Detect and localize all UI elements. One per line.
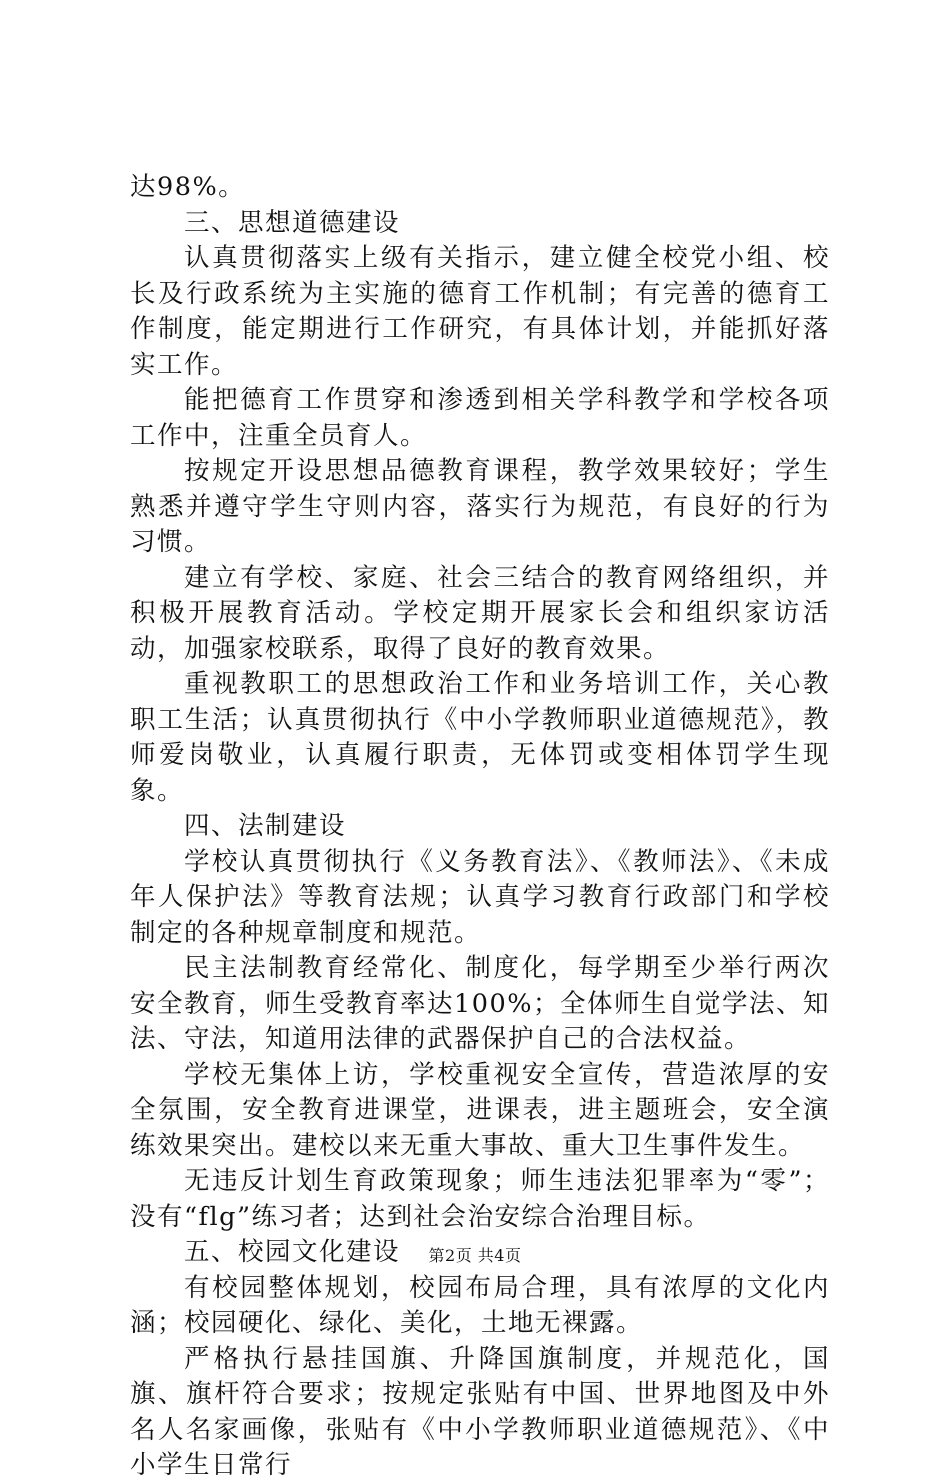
paragraph: 建立有学校、家庭、社会三结合的教育网络组织，并积极开展教育活动。学校定期开展家长会和组织家访活动，加强家校联系，取得了良好的教育效果。 <box>130 562 830 664</box>
paragraph: 民主法制教育经常化、制度化，每学期至少举行两次安全教育，师生受教育率达100%；全体师生自觉学法、知法、守法，知道用法律的武器保护自己的合法权益。 <box>130 953 830 1054</box>
paragraph: 能把德育工作贯穿和渗透到相关学科教学和学校各项工作中，注重全员育人。 <box>130 385 830 451</box>
section-heading-legal-building: 四、法制建设 <box>184 811 347 841</box>
page-number-footer: 第2页 共4页 <box>428 1246 522 1265</box>
paragraph-continuation: 达98%。 <box>130 172 246 202</box>
paragraph: 严格执行悬挂国旗、升降国旗制度，并规范化，国旗、旗杆符合要求；按规定张贴有中国、世界地图及中外名人名家画像，张贴有《中小学教师职业道德规范》、《中小学生日常行 <box>130 1343 830 1480</box>
paragraph: 有校园整体规划，校园布局合理，具有浓厚的文化内涵；校园硬化、绿化、美化，土地无裸露。 <box>130 1272 830 1338</box>
section-heading-campus-culture: 五、校园文化建设 <box>184 1237 401 1267</box>
paragraph: 重视教职工的思想政治工作和业务培训工作，关心教职工生活；认真贯彻执行《中小学教师职业道德规范》，教师爱岗敬业，认真履行职责，无体罚或变相体罚学生现象。 <box>130 669 830 806</box>
document-body <box>130 170 830 1484</box>
section-heading-moral-building: 三、思想道德建设 <box>184 207 401 238</box>
paragraph: 学校认真贯彻执行《义务教育法》、《教师法》、《未成年人保护法》等教育法规；认真学习教育行政部门和学校制定的各种规章制度和规范。 <box>130 846 830 948</box>
paragraph: 学校无集体上访，学校重视安全宣传，营造浓厚的安全氛围，安全教育进课堂，进课表，进主题班会，安全演练效果突出。建校以来无重大事故、重大卫生事件发生。 <box>130 1059 830 1161</box>
paragraph: 认真贯彻落实上级有关指示，建立健全校党小组、校长及行政系统为主实施的德育工作机制；有完善的德育工作制度，能定期进行工作研究，有具体计划，并能抓好落实工作。 <box>130 243 830 380</box>
paragraph: 无违反计划生育政策现象；师生违法犯罪率为“零”；没有“flg”练习者；达到社会治安综合治理目标。 <box>130 1166 830 1232</box>
paragraph: 按规定开设思想品德教育课程，教学效果较好；学生熟悉并遵守学生守则内容，落实行为规范，有良好的行为习惯。 <box>130 456 830 557</box>
